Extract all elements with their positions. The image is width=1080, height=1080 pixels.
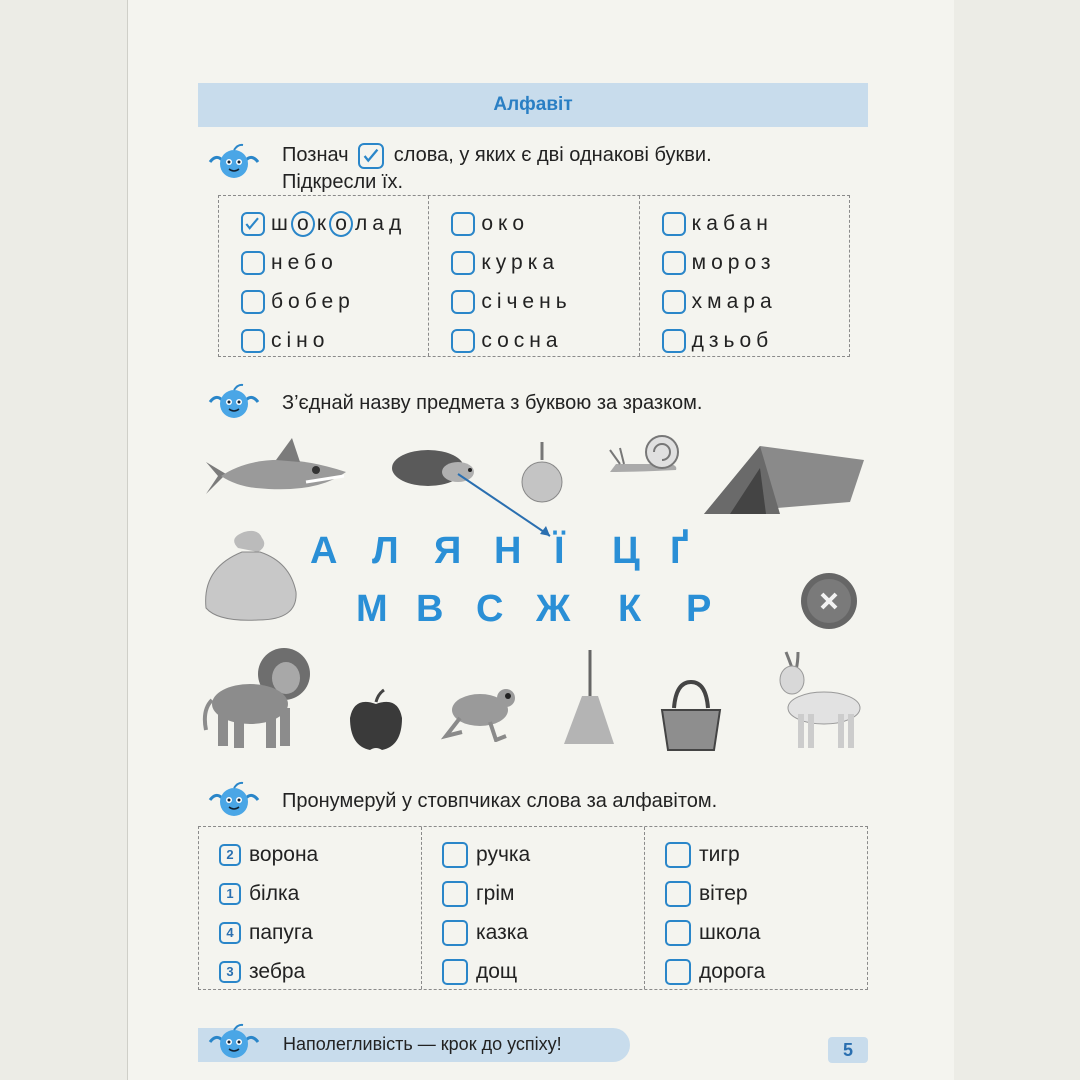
word-row[interactable] <box>199 835 421 874</box>
word-label: бобер <box>271 289 355 313</box>
page-number: 5 <box>828 1037 868 1063</box>
word-label: хмара <box>691 289 777 313</box>
checkbox[interactable] <box>662 329 686 353</box>
task3-column-3 <box>644 827 867 989</box>
word-row[interactable] <box>429 204 638 243</box>
letter-r[interactable]: Р <box>686 588 712 630</box>
checkbox[interactable] <box>241 329 265 353</box>
letters-row-1 <box>310 530 710 580</box>
footer-motto: Наполегливість — крок до успіху! <box>283 1034 562 1054</box>
word-row[interactable] <box>645 913 867 952</box>
order-number-box[interactable]: 4 <box>219 922 241 944</box>
word-row[interactable] <box>219 282 428 321</box>
task1-column-2 <box>428 196 638 356</box>
word-label: ворона <box>249 842 319 866</box>
checkbox[interactable] <box>241 251 265 275</box>
checkbox[interactable] <box>662 251 686 275</box>
tent-icon <box>700 438 868 520</box>
word-row[interactable] <box>640 321 849 360</box>
order-number-box[interactable]: 1 <box>219 883 241 905</box>
word-row[interactable] <box>645 952 867 991</box>
order-number-box[interactable] <box>442 881 468 907</box>
word-label: білка <box>249 881 300 905</box>
word-label: січень <box>481 289 572 313</box>
order-number-box[interactable] <box>442 959 468 985</box>
letter-m[interactable]: М <box>356 588 388 630</box>
frog-icon <box>440 680 526 742</box>
word-label: кабан <box>691 211 773 235</box>
order-number-box[interactable]: 3 <box>219 961 241 983</box>
word-label: сосна <box>481 328 563 352</box>
button-icon <box>798 570 860 632</box>
word-row[interactable] <box>429 321 638 360</box>
word-row[interactable] <box>422 913 644 952</box>
word-row[interactable] <box>429 282 638 321</box>
word-label: курка <box>481 250 560 274</box>
letter-ts[interactable]: Ц <box>612 530 640 572</box>
shark-icon <box>196 432 356 512</box>
word-row[interactable] <box>429 243 638 282</box>
checkbox[interactable] <box>451 329 475 353</box>
word-label: дорога <box>699 959 766 983</box>
snail-icon <box>606 432 690 476</box>
sample-checkbox-icon <box>358 143 384 169</box>
word-row[interactable] <box>422 952 644 991</box>
order-number-box[interactable] <box>665 881 691 907</box>
letter-yi[interactable]: Ї <box>554 530 565 572</box>
word-label: дзьоб <box>691 328 774 352</box>
letter-s[interactable]: С <box>476 588 504 630</box>
task3-column-1 <box>199 827 421 989</box>
task3-column-2 <box>421 827 644 989</box>
apple-mascot-icon <box>206 1020 262 1064</box>
apple-mascot-icon <box>206 140 262 184</box>
checkbox[interactable] <box>451 290 475 314</box>
handbag-icon <box>656 680 726 752</box>
word-label: око <box>481 211 530 235</box>
checkbox[interactable] <box>662 290 686 314</box>
checkbox[interactable] <box>451 251 475 275</box>
word-row[interactable] <box>640 243 849 282</box>
word-row[interactable] <box>640 282 849 321</box>
task1-column-3 <box>639 196 849 356</box>
word-row[interactable] <box>422 874 644 913</box>
checkbox[interactable] <box>241 290 265 314</box>
word-row[interactable] <box>640 204 849 243</box>
task1-column-1 <box>219 196 428 356</box>
word-label: вітер <box>699 881 748 905</box>
order-number-box[interactable] <box>442 842 468 868</box>
word-row[interactable] <box>645 874 867 913</box>
word-label: мороз <box>691 250 776 274</box>
letter-n[interactable]: Н <box>494 530 522 572</box>
word-label: казка <box>476 920 529 944</box>
word-row[interactable] <box>219 321 428 360</box>
order-number-box[interactable] <box>665 842 691 868</box>
word-label: дощ <box>476 959 518 983</box>
order-number-box[interactable] <box>665 920 691 946</box>
section-title-bar <box>198 83 868 127</box>
word-row[interactable] <box>199 874 421 913</box>
word-label: папуга <box>249 920 313 944</box>
word-row[interactable] <box>645 835 867 874</box>
task3-word-grid <box>198 826 868 990</box>
apple-mascot-icon <box>206 778 262 822</box>
word-row[interactable] <box>422 835 644 874</box>
word-label: сіно <box>271 328 330 352</box>
order-number-box[interactable]: 2 <box>219 844 241 866</box>
sack-icon <box>198 528 306 622</box>
checkbox[interactable] <box>662 212 686 236</box>
checkbox[interactable] <box>241 212 265 236</box>
word-label: тигр <box>699 842 740 866</box>
order-number-box[interactable] <box>442 920 468 946</box>
task2-instruction: З’єднай назву предмета з буквою за зразком. <box>282 392 703 414</box>
task3-instruction: Пронумеруй у стовпчиках слова за алфавітом. <box>282 790 718 812</box>
task1-word-grid <box>218 195 850 357</box>
letter-ya[interactable]: Я <box>434 530 462 572</box>
section-title: Алфавіт <box>493 94 573 115</box>
letter-zh[interactable]: Ж <box>536 588 571 630</box>
word-label: зебра <box>249 959 306 983</box>
word-row[interactable] <box>219 243 428 282</box>
letter-g[interactable]: Ґ <box>670 530 689 572</box>
word-row[interactable] <box>219 204 428 243</box>
word-label: школа <box>699 920 761 944</box>
apple-mascot-icon <box>206 380 262 424</box>
task1-instruction: Познач слова, у яких є дві однакові букви. Підкресли їх. <box>282 144 712 193</box>
word-label: грім <box>476 881 515 905</box>
broom-icon <box>560 648 616 746</box>
apple-icon <box>346 688 406 752</box>
order-number-box[interactable] <box>665 959 691 985</box>
word-label: ручка <box>476 842 531 866</box>
lion-icon <box>200 640 312 752</box>
letter-l[interactable]: Л <box>372 530 399 572</box>
word-row[interactable] <box>199 913 421 952</box>
goat-icon <box>764 648 866 752</box>
letter-a[interactable]: А <box>310 530 338 572</box>
letters-row-2 <box>356 588 736 638</box>
word-row[interactable] <box>199 952 421 991</box>
word-label: небо <box>271 250 338 274</box>
word-shokolad: ш о к о лад <box>271 211 407 235</box>
letter-v[interactable]: В <box>416 588 444 630</box>
checkbox[interactable] <box>451 212 475 236</box>
letter-k[interactable]: К <box>618 588 642 630</box>
